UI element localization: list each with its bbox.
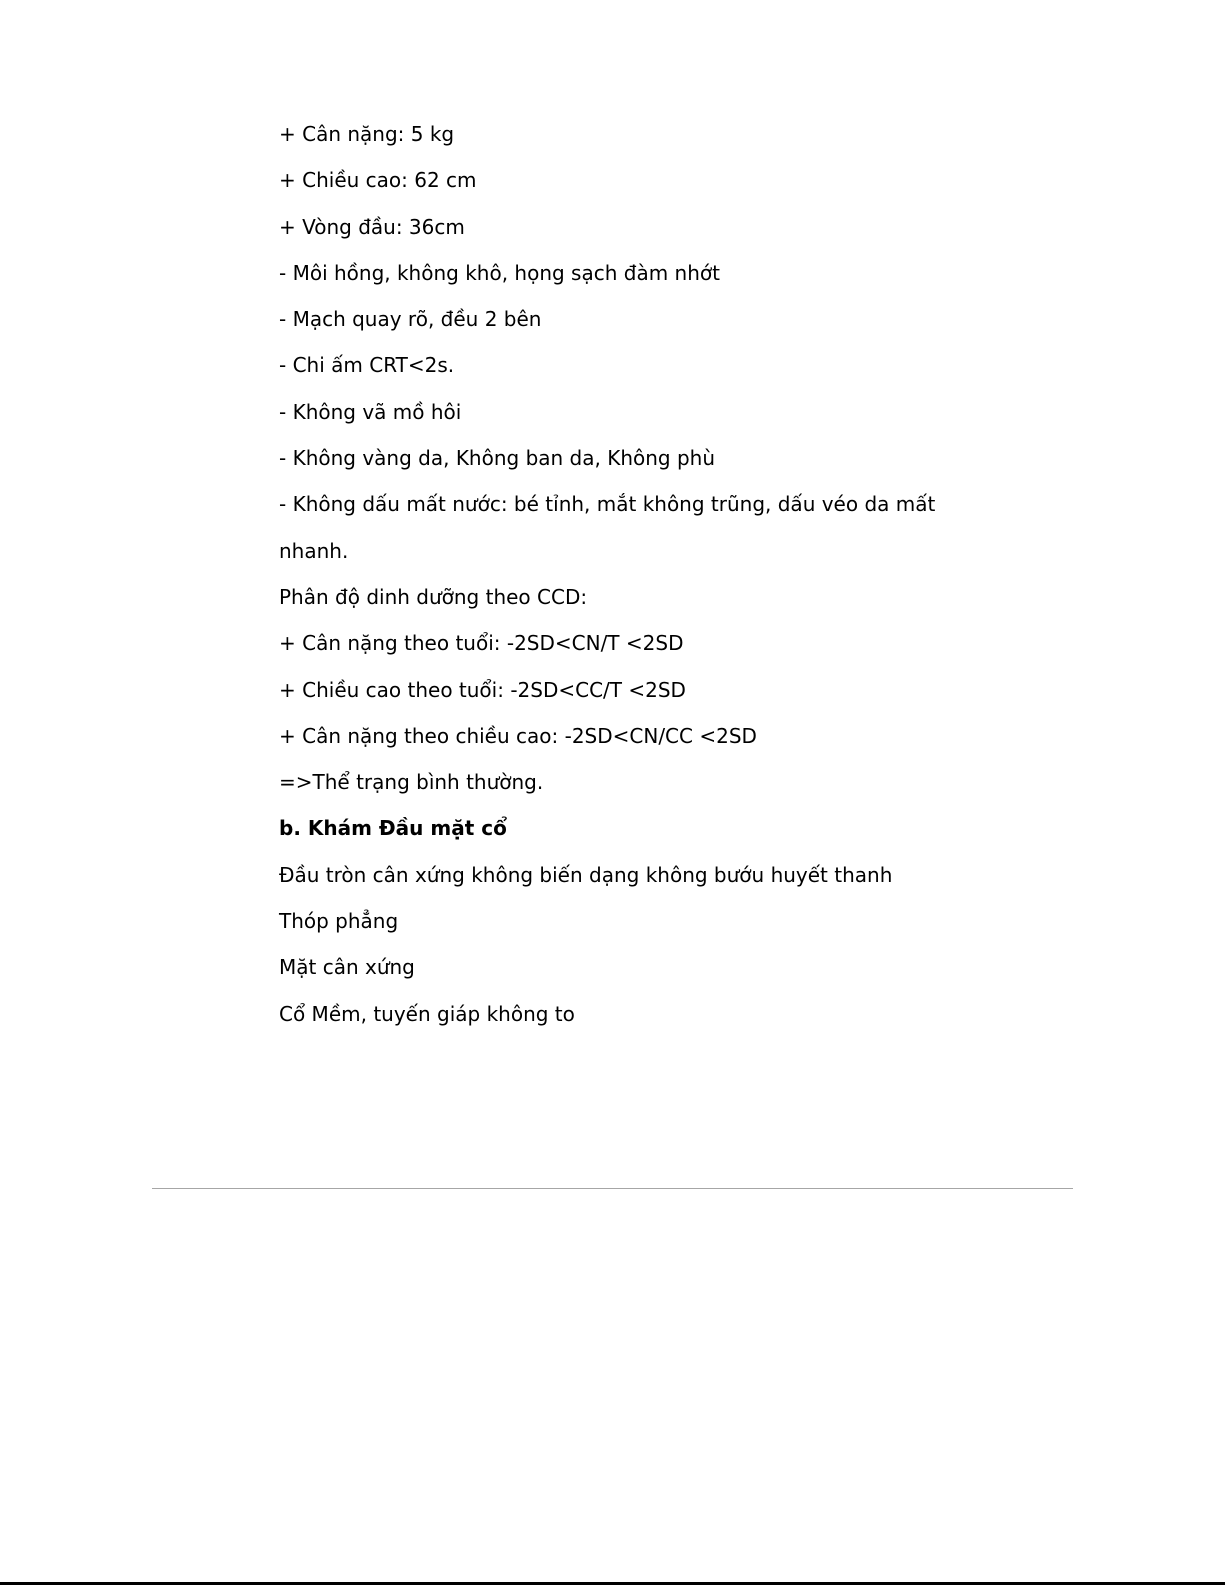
text-line: Thóp phẳng bbox=[279, 909, 399, 934]
text-line: + Cân nặng theo chiều cao: -2SD<CN/CC <2SD bbox=[279, 723, 757, 748]
text-line: Phân độ dinh dưỡng theo CCD: bbox=[279, 584, 588, 609]
text-line: - Môi hồng, không khô, họng sạch đàm nhớt bbox=[279, 260, 720, 285]
page-divider bbox=[152, 1188, 1073, 1189]
text-line: Mặt cân xứng bbox=[279, 955, 415, 980]
text-line: Cổ Mềm, tuyến giáp không to bbox=[279, 1001, 575, 1026]
text-line: - Không vã mồ hôi bbox=[279, 399, 462, 424]
text-line: nhanh. bbox=[279, 538, 349, 563]
text-line: - Chi ấm CRT<2s. bbox=[279, 353, 455, 378]
text-line: - Không vàng da, Không ban da, Không phù bbox=[279, 446, 716, 471]
text-line: Đầu tròn cân xứng không biến dạng không bướu huyết thanh bbox=[279, 862, 893, 887]
text-line: =>Thể trạng bình thường. bbox=[279, 770, 544, 795]
text-line: - Không dấu mất nước: bé tỉnh, mắt không trũng, dấu véo da mất bbox=[279, 492, 936, 517]
text-line: + Cân nặng theo tuổi: -2SD<CN/T <2SD bbox=[279, 631, 684, 656]
text-line: + Chiều cao theo tuổi: -2SD<CC/T <2SD bbox=[279, 677, 686, 702]
document-body bbox=[279, 122, 1019, 1048]
section-heading: b. Khám Đầu mặt cổ bbox=[279, 816, 507, 841]
text-line: + Vòng đầu: 36cm bbox=[279, 214, 465, 239]
text-line: - Mạch quay rõ, đều 2 bên bbox=[279, 307, 542, 332]
text-line: + Chiều cao: 62 cm bbox=[279, 168, 477, 193]
text-line: + Cân nặng: 5 kg bbox=[279, 122, 455, 146]
